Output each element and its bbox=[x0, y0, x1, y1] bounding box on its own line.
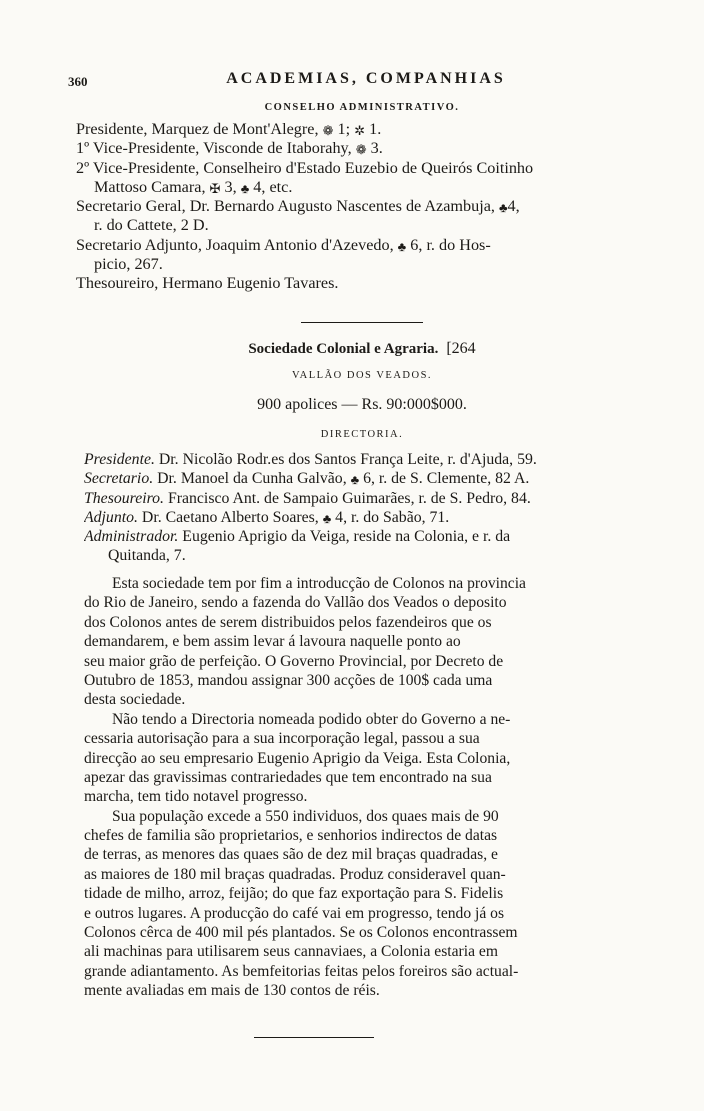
text-line: seu maior grão de perfeição. O Governo Provincial, por Decreto de bbox=[84, 652, 504, 670]
council-entry: 1º Vice-Presidente, Visconde de Itaborahy, ❁ 3. bbox=[76, 139, 383, 158]
text-line: Outubro de 1853, mandou assignar 300 acções de 100$ cada uma bbox=[84, 671, 493, 689]
rose-order-icon: ❁ bbox=[355, 142, 367, 158]
christ-order-icon: ♣ bbox=[322, 510, 332, 526]
end-divider bbox=[254, 1037, 374, 1038]
society-location: VALLÃO DOS VEADOS. bbox=[291, 370, 433, 381]
text-line: cessaria autorisação para a sua incorporação legal, passou a sua bbox=[84, 730, 480, 748]
council-entry: Secretario Adjunto, Joaquim Antonio d'Azevedo, ♣ 6, r. do Hos- bbox=[76, 235, 491, 254]
text-line: e outros lugares. A producção do café vai em progresso, tendo já os bbox=[84, 904, 505, 922]
text-line: as maiores de 180 mil braças quadradas. Produz consideravel quan- bbox=[84, 865, 506, 883]
page-number: 360 bbox=[68, 74, 88, 89]
council-entry: Secretario Geral, Dr. Bernardo Augusto Nascentes de Azambuja, ♣4, bbox=[76, 197, 520, 216]
christ-order-icon: ♣ bbox=[397, 238, 407, 254]
board-entry: Thesoureiro. Francisco Ant. de Sampaio Guimarães, r. de S. Pedro, 84. bbox=[84, 489, 531, 507]
board-entry: Administrador. Eugenio Aprigio da Veiga, reside na Colonia, e r. da bbox=[84, 528, 511, 546]
text-line: ali machinas para utilisarem seus cannaviaes, a Colonia estaria em bbox=[84, 943, 498, 961]
board-entry: Adjunto. Dr. Caetano Alberto Soares, ♣ 4, r. do Sabão, 71. bbox=[84, 508, 450, 526]
council-entry: 2º Vice-Presidente, Conselheiro d'Estado Euzebio de Queirós Coitinho bbox=[76, 158, 534, 177]
section-heading: CONSELHO ADMINISTRATIVO. bbox=[264, 102, 460, 113]
text-line: direcção ao seu empresario Eugenio Aprigio da Veiga. Esta Colonia, bbox=[84, 749, 511, 767]
cross-order-icon: ✠ bbox=[209, 180, 221, 196]
running-title: ACADEMIAS, COMPANHIAS bbox=[226, 70, 506, 87]
text-line: demandarem, e bem assim levar á lavoura naquelle ponto ao bbox=[84, 633, 461, 651]
body-text bbox=[84, 574, 650, 1001]
christ-order-icon: ♣ bbox=[350, 472, 360, 488]
star-order-icon: ✲ bbox=[354, 123, 366, 138]
directoria-heading: DIRECTORIA. bbox=[320, 429, 404, 440]
text-line: dos Colonos antes de serem distribuidos pelos fazendeiros que os bbox=[84, 613, 492, 631]
council-entry-continuation: picio, 267. bbox=[94, 255, 163, 274]
society-capital: 900 apolices — Rs. 90:000$000. bbox=[257, 396, 467, 413]
rose-order-icon: ❁ bbox=[322, 123, 334, 138]
text-line: Esta sociedade tem por fim a introducção de Colonos na provincia bbox=[112, 575, 526, 592]
text-line: de terras, as menores das quaes são de dez mil braças quadradas, e bbox=[84, 846, 498, 864]
board-entry-continuation: Quitanda, 7. bbox=[108, 547, 186, 565]
text-line: grande adiantamento. As bemfeitorias feitas pelos foreiros são actual- bbox=[84, 962, 519, 980]
text-line: Colonos cêrca de 400 mil pés plantados. Se os Colonos encontrassem bbox=[84, 924, 518, 942]
council-entry-continuation: r. do Cattete, 2 D. bbox=[94, 216, 209, 235]
text-line: mente avaliadas em mais de 130 contos de réis. bbox=[84, 982, 380, 1000]
text-line: do Rio de Janeiro, sendo a fazenda do Vallão dos Veados o deposito bbox=[84, 594, 507, 612]
board-list bbox=[84, 450, 650, 566]
page-header bbox=[68, 66, 648, 92]
board-entry: Secretario. Dr. Manoel da Cunha Galvão, ♣ 6, r. de S. Clemente, 82 A. bbox=[84, 470, 530, 488]
council-entry: Thesoureiro, Hermano Eugenio Tavares. bbox=[76, 274, 339, 293]
text-line: Não tendo a Directoria nomeada podido obter do Governo a ne- bbox=[112, 710, 511, 728]
text-line: apezar das gravissimas contrariedades que tem encontrado na sua bbox=[84, 768, 492, 786]
text-line: Sua população excede a 550 individuos, dos quaes mais de 90 bbox=[112, 807, 499, 825]
council-entry-continuation: Mattoso Camara, ✠ 3, ♣ 4, etc. bbox=[94, 177, 293, 196]
society-title: Sociedade Colonial e Agraria. [264 bbox=[248, 340, 476, 357]
society-number: [264 bbox=[446, 340, 476, 357]
text-line: tidade de milho, arroz, feijão; do que faz exportação para S. Fidelis bbox=[84, 885, 504, 903]
text-line: desta sociedade. bbox=[84, 691, 186, 709]
text-line: chefes de familia são proprietarios, e senhorios indirectos de datas bbox=[84, 827, 498, 845]
section-divider bbox=[301, 322, 423, 323]
text-line: marcha, tem tido notavel progresso. bbox=[84, 788, 308, 806]
council-list bbox=[76, 120, 648, 294]
christ-order-icon: ♣ bbox=[498, 200, 508, 216]
board-entry: Presidente. Dr. Nicolão Rodr.es dos Santos França Leite, r. d'Ajuda, 59. bbox=[84, 451, 537, 468]
council-entry: Presidente, Marquez de Mont'Alegre, ❁ 1; ✲ 1. bbox=[76, 120, 382, 138]
christ-order-icon: ♣ bbox=[240, 180, 250, 196]
